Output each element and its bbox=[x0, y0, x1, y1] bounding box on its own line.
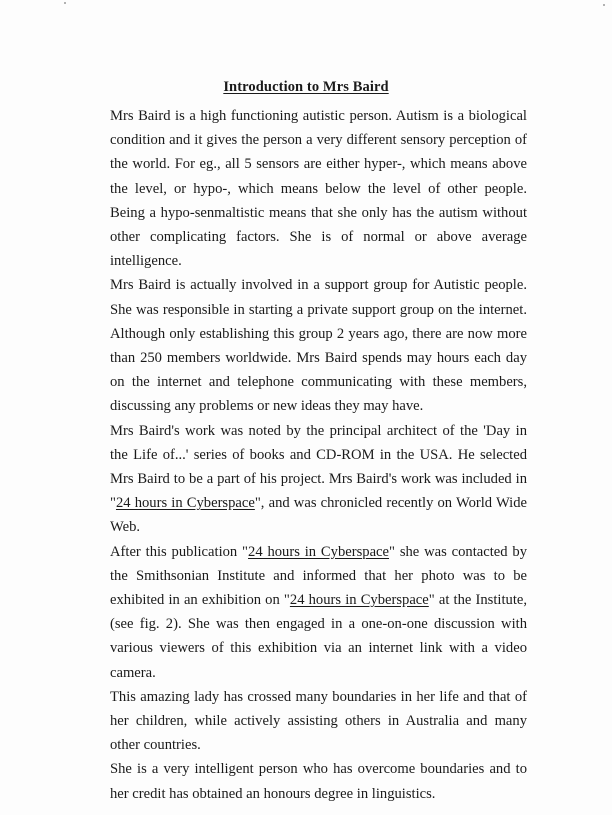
paragraph-text: After this publication " bbox=[110, 543, 249, 560]
body-paragraph bbox=[110, 104, 527, 273]
body-paragraph bbox=[110, 273, 527, 418]
body-paragraph bbox=[110, 757, 527, 805]
paragraph-text: " at the Institute, (see fig. 2). She was then engaged in a one-on-one discussion with various viewers of this exhibition via an internet link with a video camera. bbox=[110, 592, 528, 681]
cyberspace-link[interactable]: 24 hours in Cyberspace bbox=[289, 592, 429, 609]
paragraph-text: Mrs Baird is a high functioning autistic person. Autism is a biological condition and it gives the person a very different sensory perception of the world. For eg., all 5 sensors are either hyper-, which means above the level, or hypo-, which means below the level of other people. Being a hypo-senmaltistic means that she only has the autism without other complicating factors. She is of normal or above average intelligence. bbox=[110, 108, 527, 270]
paragraph-text: ", and was chronicled recently on World Wide Web. bbox=[110, 495, 527, 536]
paragraph-text: " she was contacted by the Smithsonian Institute and informed that her photo was to be exhibited in an exhibition on " bbox=[110, 543, 527, 609]
scan-speck bbox=[603, 4, 605, 6]
paragraph-text: This amazing lady has crossed many boundaries in her life and that of her children, while actively assisting others in Australia and many other countries. bbox=[110, 688, 527, 754]
body-paragraph bbox=[110, 685, 527, 758]
paragraph-text: Mrs Baird's work was noted by the principal architect of the 'Day in the Life of...' series of books and CD-ROM in the USA. He selected Mrs Baird to be a part of his project. Mrs Baird's work was included in " bbox=[110, 422, 527, 512]
body-paragraph bbox=[110, 540, 527, 685]
document-body bbox=[110, 104, 527, 806]
body-paragraph bbox=[110, 419, 527, 540]
paragraph-text: Mrs Baird is actually involved in a support group for Autistic people. She was responsible in starting a private support group on the internet. Although only establishing this group 2 years ago, there are now more than 250 members worldwide. Mrs Baird spends may hours each day on the internet and telephone communicating with these members, discussing any problems or new ideas they may have. bbox=[110, 277, 527, 415]
scan-speck bbox=[64, 2, 66, 4]
cyberspace-link[interactable]: 24 hours in Cyberspace bbox=[115, 495, 255, 512]
document-title: Introduction to Mrs Baird bbox=[223, 79, 389, 95]
paragraph-text: She is a very intelligent person who has overcome boundaries and to her credit has obtained an honours degree in linguistics. bbox=[110, 761, 527, 802]
cyberspace-link[interactable]: 24 hours in Cyberspace bbox=[248, 543, 390, 560]
